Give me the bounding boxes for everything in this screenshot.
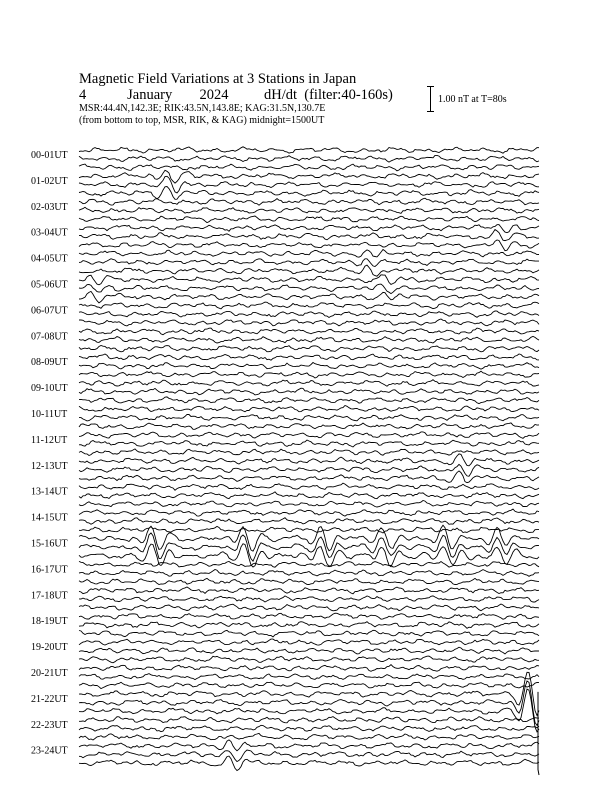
hour-label: 07-08UT [31,331,68,343]
trace-rik [79,725,539,731]
trace-rik [79,155,539,162]
trace-kag [79,639,539,645]
trace-rik [79,674,539,680]
trace-kag [79,147,539,153]
trace-rik [79,464,539,476]
trace-rik [79,596,539,602]
trace-kag [79,509,539,516]
scale-label: 1.00 nT at T=80s [438,94,507,105]
hour-label: 11-12UT [31,434,68,446]
trace-kag [79,483,539,490]
hour-label: 20-21UT [31,668,68,679]
hour-label: 19-20UT [31,642,68,654]
trace-rik [79,230,539,241]
hour-label: 21-22UT [31,693,68,705]
hour-label: 05-06UT [31,279,68,291]
trace-kag [79,170,539,183]
chart-quantity: dH/dt (filter:40-160s) [264,87,393,103]
trace-msr [79,371,539,378]
trace-rik [79,440,539,447]
trace-kag [79,454,539,466]
trace-kag [79,717,539,723]
trace-kag [79,740,539,751]
trace-kag [79,198,539,205]
hour-label: 12-13UT [31,460,68,472]
trace-rik [79,622,539,629]
trace-msr [79,216,539,223]
hour-label: 09-10UT [31,383,68,395]
trace-msr [79,656,539,663]
trace-msr [79,240,539,251]
trace-kag [79,302,539,309]
trace-msr [79,733,539,740]
trace-msr [79,630,539,637]
trace-kag [79,406,539,412]
trace-msr [79,291,539,303]
hour-label: 06-07UT [31,305,68,317]
trace-rik [79,750,539,762]
trace-msr [79,471,539,483]
trace-msr [79,578,539,584]
trace-rik [79,207,539,213]
station-order-note: (from bottom to top, MSR, RIK, & KAG) midnight=1500UT [79,115,325,126]
trace-msr [79,265,539,276]
hour-label: 18-19UT [31,616,68,628]
trace-msr [79,397,539,404]
trace-rik [79,284,539,294]
trace-kag [79,380,539,387]
trace-rik [79,363,539,370]
trace-kag [79,250,539,258]
trace-msr [79,449,539,456]
trace-kag [79,328,539,335]
trace-rik [79,533,539,561]
trace-kag [79,613,539,619]
trace-rik [79,518,539,525]
trace-kag [79,225,539,233]
trace-kag [79,275,539,285]
station-coordinates: MSR:44.4N,142.3E; RIK:43.5N,143.8E; KAG:31.5N,130.7E [79,103,326,114]
trace-rik [79,388,539,395]
hour-label: 08-09UT [31,357,68,369]
trace-rik [79,311,539,318]
trace-msr [79,682,539,688]
hour-label: 14-15UT [31,512,68,524]
chart-title: Magnetic Field Variations at 3 Stations in Japan [79,71,357,87]
trace-rik [79,647,539,654]
hour-label: 22-23UT [31,719,68,731]
trace-msr [79,423,539,429]
hour-label: 13-14UT [31,486,68,498]
trace-msr [79,164,539,171]
trace-msr [79,604,539,611]
trace-rik [79,176,539,193]
trace-rik [79,336,539,343]
hour-label: 03-04UT [31,227,68,239]
trace-kag [79,561,539,567]
hour-label: 01-02UT [31,175,68,187]
hour-label: 02-03UT [31,201,68,213]
trace-msr [79,689,539,732]
trace-msr [79,319,539,326]
trace-msr [79,187,539,200]
hour-label: 23-24UT [31,745,68,757]
trace-rik [79,259,539,267]
trace-msr [79,346,539,352]
trace-rik [79,414,539,421]
hour-label: 17-18UT [31,590,68,602]
trace-rik [79,492,539,499]
trace-kag [79,672,539,715]
hour-label: 04-05UT [31,253,68,265]
trace-kag [79,354,539,360]
chart-date: 4 January 2024 [79,87,229,103]
hour-label: 00-01UT [31,150,68,161]
trace-kag [79,432,539,438]
trace-kag [79,665,539,672]
hour-label: 10-11UT [31,409,68,420]
trace-msr [79,756,539,770]
hour-label: 15-16UT [31,538,68,550]
trace-rik [79,570,539,577]
hour-label: 16-17UT [31,564,68,576]
trace-msr [79,501,539,508]
trace-kag [79,587,539,594]
trace-rik [79,681,539,725]
